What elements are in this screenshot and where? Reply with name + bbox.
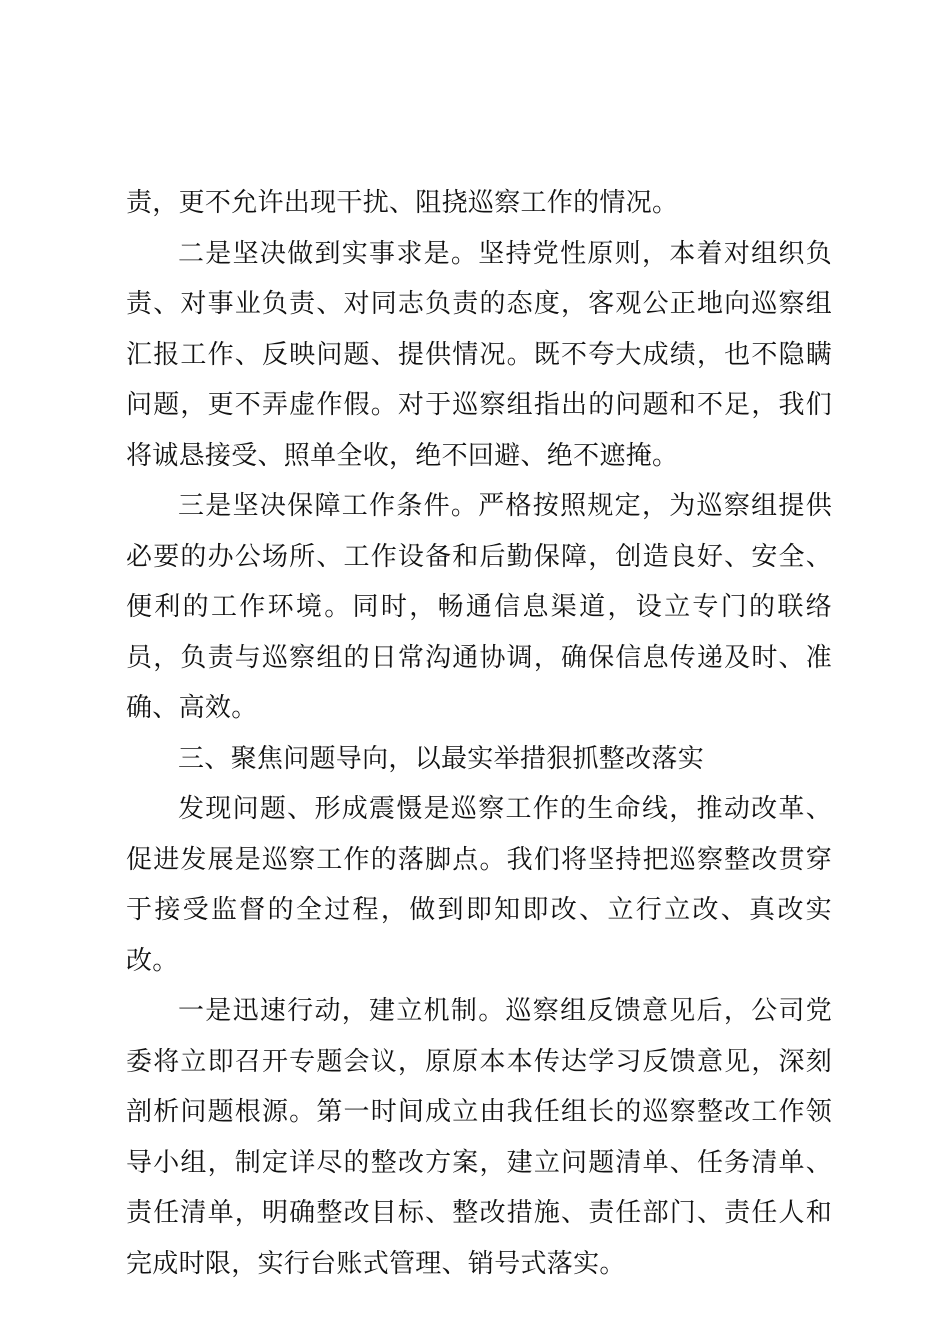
document-body bbox=[126, 178, 832, 1289]
paragraph-seek-truth: 二是坚决做到实事求是。坚持党性原则，本着对组织负责、对事业负责、对同志负责的态度，客观公正地向巡察组汇报工作、反映问题、提供情况。既不夸大成绩，也不隐瞒问题，更不弄虚作假。对于巡察组指出的问题和不足，我们将诚恳接受、照单全收，绝不回避、绝不遮掩。 bbox=[126, 238, 832, 471]
paragraph-rapid-action: 一是迅速行动，建立机制。巡察组反馈意见后，公司党委将立即召开专题会议，原原本本传达学习反馈意见，深刻剖析问题根源。第一时间成立由我任组长的巡察整改工作领导小组，制定详尽的整改方案，建立问题清单、任务清单、责任清单，明确整改目标、整改措施、责任部门、责任人和完成时限，实行台账式管理、销号式落实。 bbox=[126, 996, 832, 1279]
paragraph-continuation: 责，更不允许出现干扰、阻挠巡察工作的情况。 bbox=[126, 188, 679, 218]
paragraph-work-conditions: 三是坚决保障工作条件。严格按照规定，为巡察组提供必要的办公场所、工作设备和后勤保障，创造良好、安全、便利的工作环境。同时，畅通信息渠道，设立专门的联络员，负责与巡察组的日常沟通协调，确保信息传递及时、准确、高效。 bbox=[126, 491, 832, 723]
section-heading: 三、聚焦问题导向，以最实举措狠抓整改落实 bbox=[178, 743, 705, 774]
paragraph-problem-orientation: 发现问题、形成震慑是巡察工作的生命线，推动改革、促进发展是巡察工作的落脚点。我们将坚持把巡察整改贯穿于接受监督的全过程，做到即知即改、立行立改、真改实改。 bbox=[126, 794, 832, 976]
